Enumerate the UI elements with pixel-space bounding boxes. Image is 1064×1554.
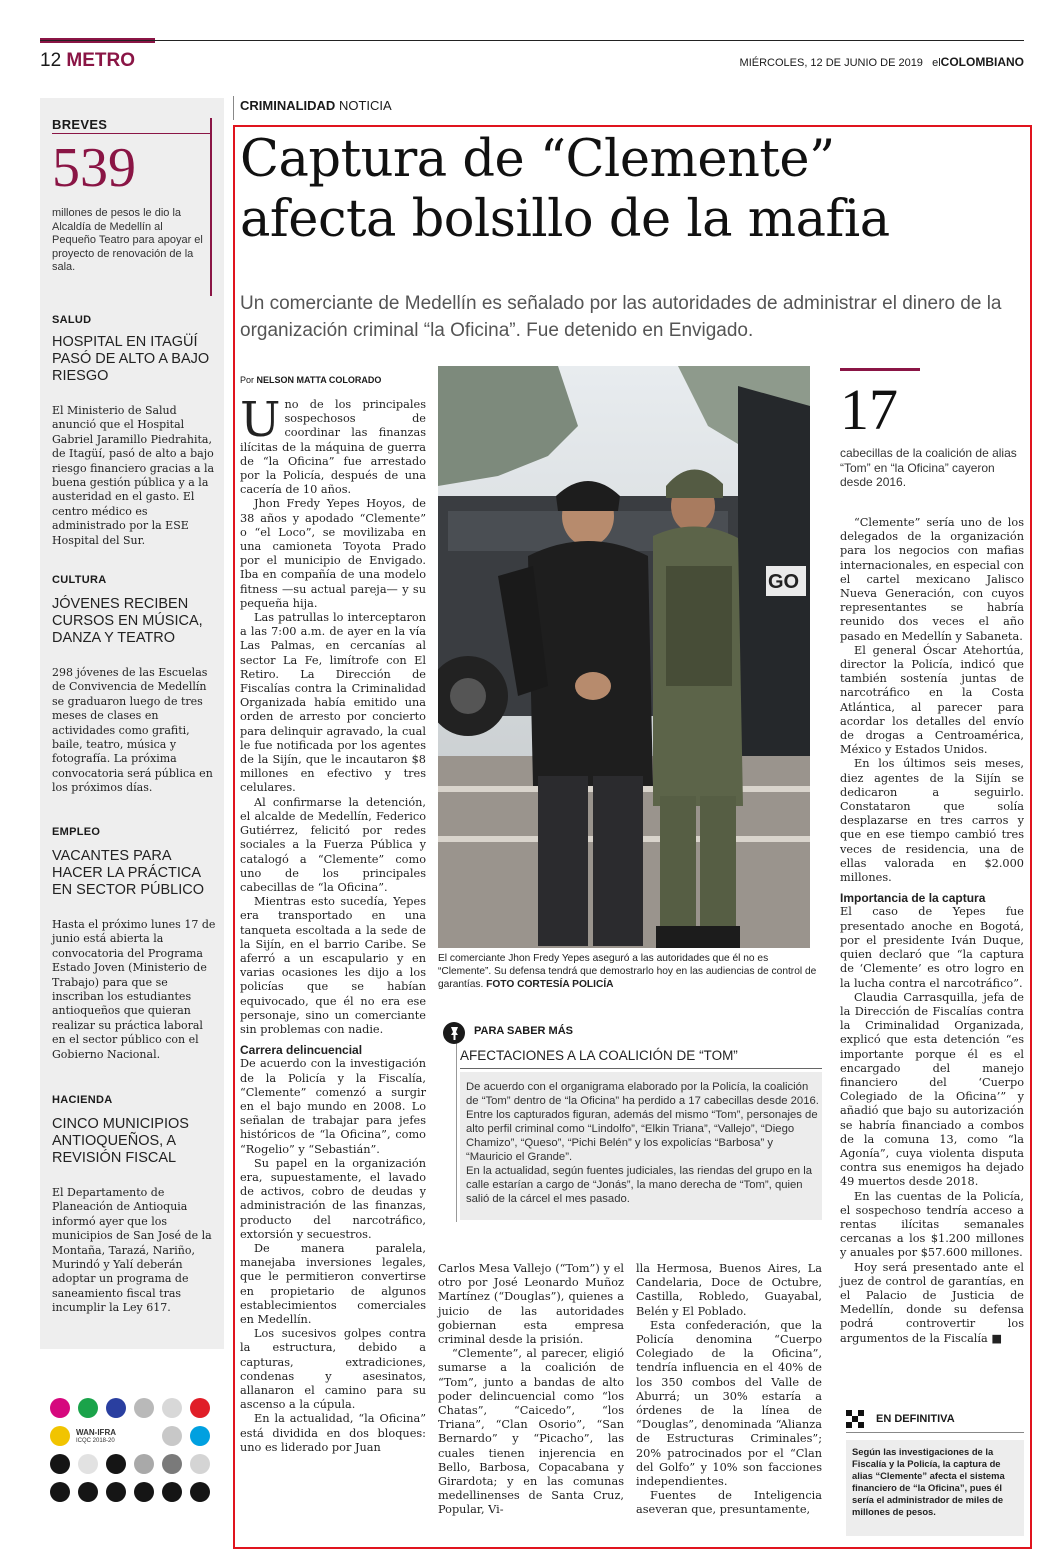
date-bar [740, 55, 1024, 69]
color-dot [190, 1426, 210, 1446]
paragraph: Las patrullas lo interceptaron a las 7:00 a.m. de ayer en la vía Las Palmas, en cercanías al sector La Fe, limítrofe con El Retiro. La Dirección de Fiscalías contra la Criminalidad Organizada había emitido una orden de arresto por concierto para delinquir agravado, la cual le fue notificada por los agentes de la Sijín, que le incautaron $8 millones en efectivo y tres celulares. [240, 611, 426, 795]
sidebar-body-cultura: 298 jóvenes de las Escuelas de Convivencia de Medellín se graduaron luego de tres meses de clases en actividades como grafiti, baile, teatro, música y fotografía. La próxima convocatoria será pública en los próximos días. [52, 666, 213, 795]
header-rule [40, 40, 1024, 41]
breves-number: 539 [52, 137, 136, 199]
color-dot [50, 1426, 70, 1446]
color-dot [162, 1398, 182, 1418]
subhead-carrera: Carrera delincuencial [240, 1043, 363, 1058]
article-headline [240, 130, 1030, 250]
color-dot [162, 1482, 182, 1502]
kicker-type: NOTICIA [338, 98, 392, 113]
sidebar-body-empleo: Hasta el próximo lunes 17 de junio está abierta la convocatoria del Programa Estado Joven (Ministerio de Trabajo) para que se inscriban los estudiantes antioqueños que quieran realizar su práctica laboral en el sector público con el Gobierno Nacional. [52, 918, 216, 1061]
psm-rule [456, 1040, 457, 1222]
paragraph [240, 392, 426, 497]
brand-name: COLOMBIANO [940, 55, 1024, 69]
breves-number-text: millones de pesos le dio la Alcaldía de Medellín al Pequeño Teatro para apoyar el proyecto de renovación de la sala. [52, 207, 203, 273]
headline-line-2: afecta bolsillo de la mafia [240, 190, 890, 249]
color-dot [106, 1398, 126, 1418]
sidebar-headline-cultura: JÓVENES RECIBEN CURSOS EN MÚSICA, DANZA Y TEATRO [52, 596, 203, 646]
paragraph: Hoy será presentado ante el juez de control de garantías, en el Palacio de Justicia de Medellín, donde su defensa podrá controvertir los argumentos de la Fiscalía ■ [840, 1260, 1024, 1345]
paragraph-text: no de los principales sospechosos de coordinar las finanzas ilícitas de la máquina de guerra de “la Oficina” fue arrestado por la Policía, después de una cacería de 10 años. [240, 398, 426, 497]
paragraph: Su papel en la organización era, supuestamente, el lavado de activos, cobro de deudas y administración de las finanzas, producto del narcotráfico, extorsión y secuestros. [240, 1156, 426, 1241]
photo-illustration [438, 366, 810, 948]
color-dot [162, 1426, 182, 1446]
article-deck: Un comerciante de Medellín es señalado por las autoridades de administrar el dinero de la organización criminal “la Oficina”. Fue detenido en Envigado. [240, 293, 1002, 341]
color-dot [50, 1398, 70, 1418]
page-number [40, 50, 135, 72]
color-dot [50, 1454, 70, 1474]
paragraph: En la actualidad, “la Oficina” está dividida en dos bloques: uno es liderado por Juan [240, 1412, 426, 1454]
paragraph: En las cuentas de la Policía, el sospechoso tendría acceso a rentas ilícitas semanales cercanas a los $1.200 millones y anuales por $57.600 millones. [840, 1189, 1024, 1260]
paragraph: “Clemente” sería uno de los delegados de la organización para los negocios con mafias internacionales, en especial con el cartel mexicano Jalisco Nueva Generación, con cuyos representantes se habría reunido dos veces el año pasado en Medellín y Sabaneta. [840, 516, 1024, 643]
psm-title: PARA SABER MÁS [474, 1025, 574, 1037]
sidebar-section-cultura: CULTURA [52, 574, 107, 586]
drop-cap: U [240, 392, 281, 448]
section-name: METRO [66, 50, 136, 71]
byline [240, 375, 381, 385]
color-dot [78, 1398, 98, 1418]
paragraph: Mientras esto sucedía, Yepes era transportado en una tanqueta escoltada a la sede de la Sijín, en el barrio Caribe. Se aferró a un escapulario y en varias ocasiones les dijo a los policías que se habían equivocado, que él no era ese personaje, sino un comerciante sin problemas con nadie. [240, 895, 426, 1036]
color-dot [78, 1454, 98, 1474]
paragraph: Al confirmarse la detención, el alcalde de Medellín, Federico Gutiérrez, felicitó por redes sociales a la Fuerza Pública y catalogó a “Clemente” como uno de los principales cabecillas de “la Oficina”. [240, 795, 426, 894]
color-dot [190, 1454, 210, 1474]
sidebar-section-salud: SALUD [52, 314, 92, 326]
article-photo [438, 366, 810, 948]
color-dot [106, 1454, 126, 1474]
paragraph: Claudia Carrasquilla, jefa de la Dirección de Fiscalías contra la Criminalidad Organizada, explicó que esta detención “es importante porque él es el encargado del manejo financiero del ‘Cuerpo Colegiado de la Oficina’” y añadió que bajo su autorización se habría financiado a combos de la comuna 13, como “la Agonía”, cuya violenta disputa contra sus enemigos ha dejado 49 muertos desde 2018. [840, 990, 1024, 1189]
colorbar-sub: ICQC 2018-20 [76, 1438, 115, 1444]
article-column-2a [438, 1262, 624, 1518]
paragraph: El general Óscar Atehortúa, director la Policía, indicó que también sostenía juntas de narcotráfico en la Costa Atlántica, al parecer para acordar los detalles del envío de drogas a Centroamérica, México y Estados Unidos. [840, 643, 1024, 757]
breves-rule [52, 133, 212, 134]
breves-vertical-rule [210, 118, 212, 296]
paragraph: Los sucesivos golpes contra la estructura, debido a capturas, extradiciones, condenas y asesinatos, allanaron el camino para su ascenso a la cúpula. [240, 1327, 426, 1412]
paragraph: Esta confederación, que la Policía denomina “Cuerpo Colegiado de la Oficina”, tendría influencia en el 40% de los 350 combos del Valle de Aburrá; un 30% estaría a órdenes de la línea de “Douglas”, denominada “Alianza de Estructuras Criminales”; 20% patrocinados por el “Clan del Golfo” y 10% son facciones independientes. [636, 1318, 822, 1489]
kicker-rule [233, 96, 234, 120]
paragraph: De manera paralela, manejaba inversiones legales, que le permitieron convertirse en propietario de algunos establecimientos comerciales en Medellín. [240, 1241, 426, 1326]
colorbar-label: WAN-IFRA [76, 1428, 116, 1437]
paragraph: Fuentes de Inteligencia aseveran que, presuntamente, [636, 1489, 822, 1517]
page-number-value: 12 [40, 50, 62, 71]
sidebar-body-salud: El Ministerio de Salud anunció que el Hospital Gabriel Jaramillo Piedrahita, de Itagüí, pasó de alto a bajo riesgo financiero gracias a la buena gestión pública y a la austeridad en el gasto. El centro médico es administrado por la ESE Hospital del Sur. [52, 404, 215, 547]
article-column-1 [240, 392, 426, 1455]
subhead-importancia: Importancia de la captura [840, 891, 986, 906]
color-dot [190, 1398, 210, 1418]
pushpin-icon [443, 1022, 465, 1044]
sidebar-headline-empleo: VACANTES PARA HACER LA PRÁCTICA EN SECTOR PÚBLICO [52, 848, 205, 898]
psm-text [466, 1080, 822, 1206]
paragraph: De acuerdo con la investigación de la Policía y la Fiscalía, “Clemente” comenzó a surgir en el bajo mundo en 2008. Lo señalan de trabajar para jefes históricos de “la Oficina”, como “Rogelio” y “Sebastián”. [240, 1057, 426, 1156]
paragraph: Jhon Fredy Yepes Hoyos, de 38 años y apodado “Clemente” o “el Loco”, se movilizaba en una camioneta Toyota Prado por el municipio de Envigado. Iba en compañía de una modelo fitness —su actual pareja— y su pequeña hija. [240, 497, 426, 610]
color-dot [134, 1454, 154, 1474]
caption-text: El comerciante Jhon Fredy Yepes aseguró a las autoridades que él no es “Clemente”. Su defensa tendrá que demostrarlo hoy en las audiencias de control de garantías. [438, 953, 817, 991]
psm-headline-rule [460, 1068, 822, 1069]
sidebar-headline-salud: HOSPITAL EN ITAGÜÍ PASÓ DE ALTO A BAJO RIESGO [52, 334, 210, 384]
headline-line-1: Captura de “Clemente” [240, 130, 835, 189]
kicker-category: CRIMINALIDAD [240, 98, 336, 113]
paragraph: El caso de Yepes fue presentado anoche en Bogotá, por el presidente Iván Duque, quien declaró que “la captura de ‘Clemente’ es otro logro en la lucha contra el narcotráfico”. [840, 905, 1024, 990]
psm-paragraph: Entre los capturados figuran, además del mismo “Tom”, personajes de alto perfil criminal como “Lindolfo”, “Elkin Triana”, “Vallejo”, “Diego Chamizo”, “Queso”, “Pichi Belén” y los expolicías “Barbosa” y “Mauricio el Grande”. [466, 1109, 818, 1163]
color-dot [162, 1454, 182, 1474]
photo-caption [438, 952, 818, 992]
stat-number: 17 [840, 377, 898, 442]
color-dot [190, 1482, 210, 1502]
photo-credit: FOTO CORTESÍA POLICÍA [486, 979, 614, 991]
color-dot [50, 1482, 70, 1502]
sidebar-section-empleo: EMPLEO [52, 826, 101, 838]
breves-label: BREVES [52, 117, 108, 132]
article-column-2b [636, 1262, 822, 1518]
color-dot [106, 1482, 126, 1502]
stat-text: cabecillas de la coalición de alias “Tom” en “la Oficina” cayeron desde 2016. [840, 446, 1017, 489]
sidebar-body-hacienda: El Departamento de Planeación de Antioquia informó ayer que los municipios de San José de la Montaña, Tarazá, Nariño, Murindó y Yalí deberán adoptar un programa de saneamiento fiscal tras incumplir la Ley 617. [52, 1186, 212, 1315]
sidebar-headline-hacienda: CINCO MUNICIPIOS ANTIOQUEÑOS, A REVISIÓN FISCAL [52, 1116, 189, 1166]
color-dot [134, 1482, 154, 1502]
paragraph: lla Hermosa, Buenos Aires, La Candelaria, Doce de Octubre, Castilla, Robledo, Guayabal, Belén y El Poblado. [636, 1262, 822, 1318]
svg-text:GO: GO [768, 571, 800, 593]
psm-paragraph: De acuerdo con el organigrama elaborado por la Policía, la coalición de “Tom” dentro de “la Oficina” ha perdido a 17 cabecillas desde 2016. [466, 1081, 819, 1107]
brand-prefix: el [932, 57, 941, 69]
paragraph: En los últimos seis meses, diez agentes de la Sijín se dedicaron a seguirlo. Constataron que solía desplazarse en tres carros y que en ese tiempo cambió tres veces de residencia, una de ellas valorada en $2.000 millones. [840, 757, 1024, 885]
article-column-3 [840, 516, 1024, 1346]
color-dot [134, 1398, 154, 1418]
psm-headline: AFECTACIONES A LA COALICIÓN DE “TOM” [460, 1048, 738, 1063]
paragraph: “Clemente”, al parecer, eligió sumarse a la coalición de “Tom”, junto a bandas de alto poder delincuencial como “los Chatas”, “Caicedo”, “los Triana”, “Clan Osorio”, “San Bernardo” y “Picacho”, las cuales tienen injerencia en Bello, Barbosa, Copacabana y Girardota; y en las comunas medellinenses de Santa Cruz, Popular, Vi- [438, 1347, 624, 1517]
psm-paragraph: En la actualidad, según fuentes judiciales, las riendas del grupo en la calle estarían a cargo de “Jonás”, la mano derecha de “Tom”, quien salió de la cárcel el mes pasado. [466, 1165, 813, 1205]
paragraph: Carlos Mesa Vallejo (“Tom”) y el otro por José Leonardo Muñoz Martínez (“Douglas”), quienes a juicio de las autoridades gobiernan esta empresa criminal desde la prisión. [438, 1262, 624, 1347]
print-color-bar [50, 1398, 220, 1528]
checker-icon [846, 1410, 864, 1428]
en-definitiva-text: Según las investigaciones de la Fiscalía y la Policía, la captura de alias “Clemente” afecta el sistema financiero de “la Oficina”, pues él sería el administrador de miles de millones de pesos. [852, 1446, 1005, 1517]
issue-date: MIÉRCOLES, 12 DE JUNIO DE 2019 [739, 57, 923, 69]
sidebar-section-hacienda: HACIENDA [52, 1094, 113, 1106]
en-definitiva-title: EN DEFINITIVA [876, 1413, 955, 1425]
stat-rule [840, 368, 920, 371]
article-kicker [240, 98, 392, 113]
en-definitiva-rule [846, 1432, 1024, 1433]
byline-author: NELSON MATTA COLORADO [256, 375, 382, 385]
byline-prefix: Por [240, 375, 255, 385]
color-dot [78, 1482, 98, 1502]
